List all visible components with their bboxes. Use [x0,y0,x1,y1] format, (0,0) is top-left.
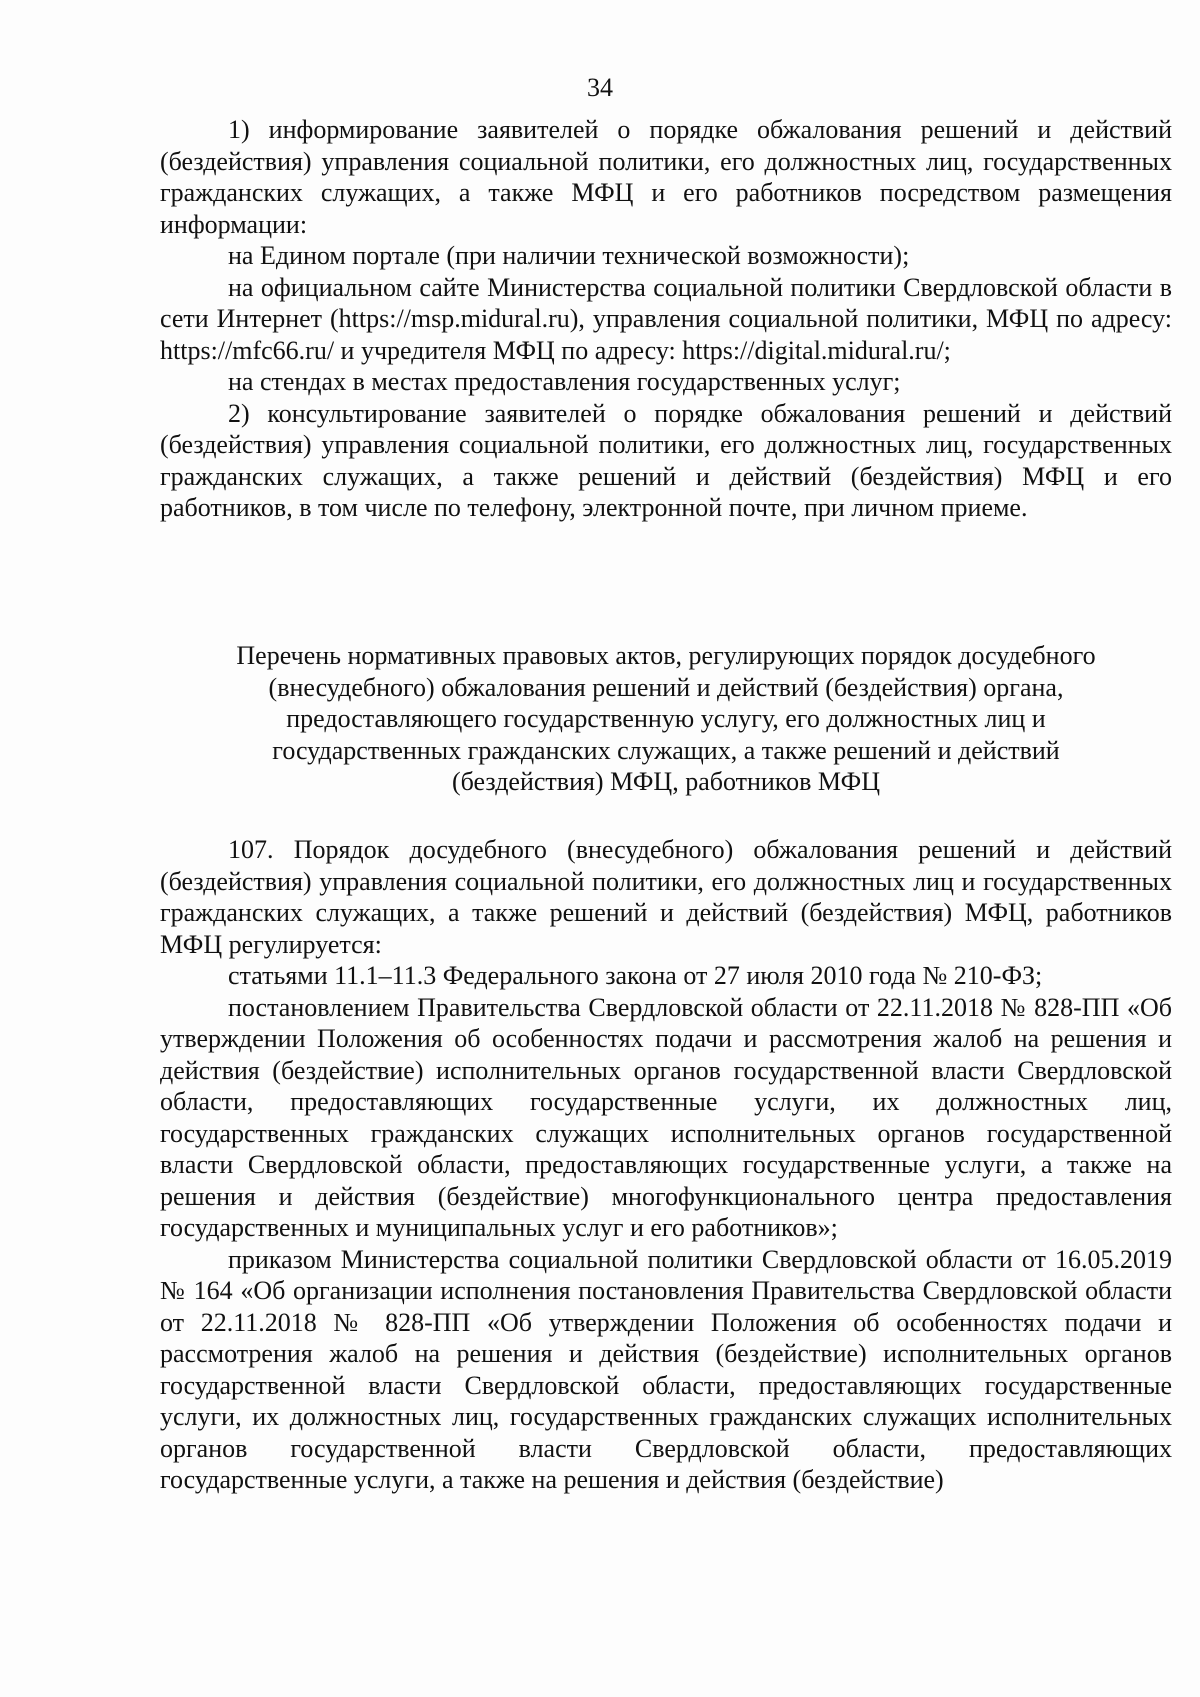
paragraph-informing: 1) информирование заявителей о порядке обжалования решений и действий (бездействия) управления социальной политики, его должностных лиц, государственных гражданских служащих, а также МФЦ и его работников посредством размещения информации: [160,115,1172,239]
heading-line: государственных гражданских служащих, а также решений и действий [272,735,1060,765]
heading-line: предоставляющего государственную услугу, его должностных лиц и [286,704,1046,733]
paragraph-official-site: на официальном сайте Министерства социальной политики Свердловской области в сети Интернет (https://msp.midural.ru), управления социальной политики, МФЦ по адресу: https://mfc66.ru/ и учредителя МФЦ по адресу: https://digital.midural.ru/; [160,272,1172,365]
heading-line: Перечень нормативных правовых актов, регулирующих порядок досудебного [236,641,1096,670]
section-regulation [160,834,1172,1496]
section-informing [160,114,1172,524]
page-number: 34 [587,73,613,102]
heading-line: (бездействия) МФЦ, работников МФЦ [452,767,880,796]
paragraph-ministry-order: приказом Министерства социальной политики Свердловской области от 16.05.2019 № 164 «Об организации исполнения постановления Правительства Свердловской области от 22.11.2018 № 828-ПП «Об утверждении Положения об особенностях подачи и рассмотрения жалоб на решения и действия (бездействие) исполнительных органов государственной власти Свердловской области, предоставляющих государственные услуги, их должностных лиц, государственных гражданских служащих исполнительных органов государственной власти Свердловской области, предоставляющих государственные услуги, а также на решения и действия (бездействие) [160,1244,1172,1494]
heading-line: (внесудебного) обжалования решений и действий (бездействия) органа, [268,672,1064,702]
paragraph-107: 107. Порядок досудебного (внесудебного) обжалования решений и действий (бездействия) управления социальной политики, его должностных лиц и государственных гражданских служащих, а также решений и действий (бездействия) МФЦ, работников МФЦ регулируется: [160,835,1172,959]
paragraph-consulting: 2) консультирование заявителей о порядке обжалования решений и действий (бездействия) управления социальной политики, его должностных лиц, государственных гражданских служащих, а также решений и действий (бездействия) МФЦ и его работников, в том числе по телефону, электронной почте, при личном приеме. [160,398,1172,522]
paragraph-government-resolution: постановлением Правительства Свердловской области от 22.11.2018 № 828-ПП «Об утверждении Положения об особенностях подачи и рассмотрения жалоб на решения и действия (бездействие) исполнительных органов государственной власти Свердловской области, предоставляющих государственные услуги, их должностных лиц, государственных гражданских служащих исполнительных органов государственной власти Свердловской области, предоставляющих государственные услуги, а также на решения и действия (бездействие) многофункционального центра предоставления государственных и муниципальных услуг и его работников»; [160,992,1172,1242]
paragraph-unified-portal: на Едином портале (при наличии технической возможности); [228,241,910,270]
section-heading [160,640,1172,798]
paragraph-federal-law: статьями 11.1–11.3 Федерального закона от 27 июля 2010 года № 210-ФЗ; [228,961,1043,990]
paragraph-stands: на стендах в местах предоставления государственных услуг; [228,367,901,396]
